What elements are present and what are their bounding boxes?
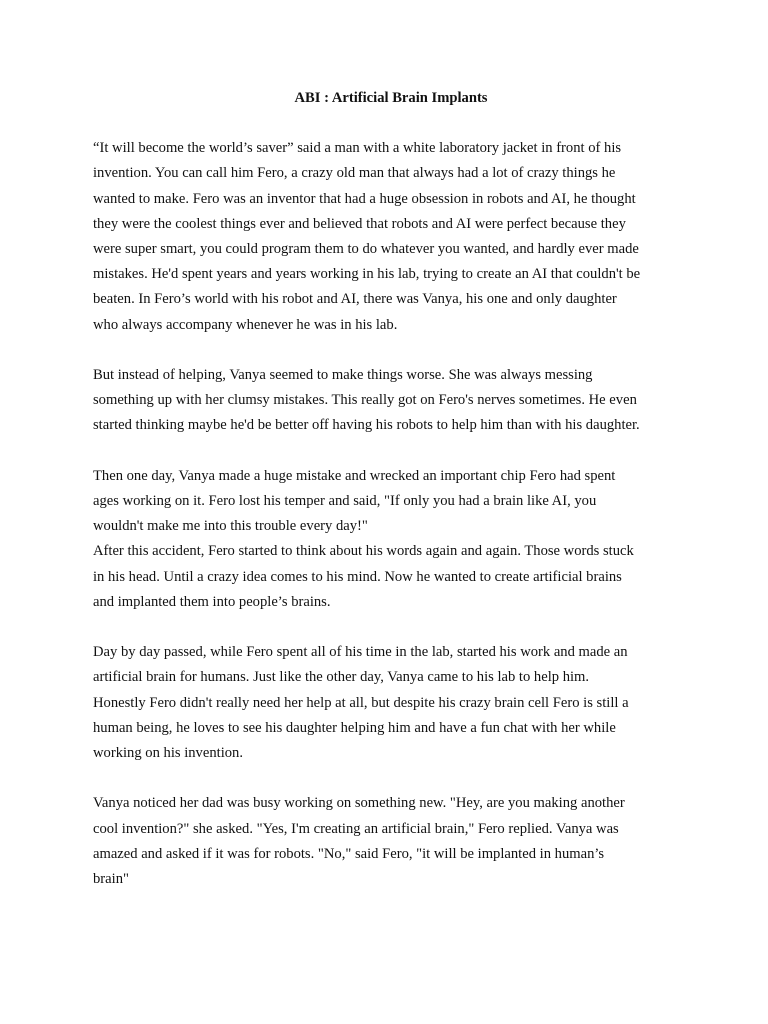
text-line: Day by day passed, while Fero spent all of his time in the lab, started his work and made an [93,644,628,661]
text-line: they were the coolest things ever and believed that robots and AI were perfect because they [93,215,626,232]
text-line: After this accident, Fero started to think about his words again and again. Those words stuck [93,543,634,560]
paragraph-3 [93,464,683,540]
text-line: in his head. Until a crazy idea comes to his mind. Now he wanted to create artificial brains [93,568,622,585]
text-line: mistakes. He'd spent years and years working in his lab, trying to create an AI that couldn't be [93,266,641,283]
text-line: invention. You can call him Fero, a crazy old man that always had a lot of crazy things he [93,165,616,182]
text-line: started thinking maybe he'd be better off having his robots to help him than with his daughter. [93,417,640,434]
paragraph-1 [93,136,683,338]
text-line: brain" [93,871,129,888]
paragraph-5 [93,640,683,766]
paragraph-4 [93,539,683,615]
text-line: beaten. In Fero’s world with his robot and AI, there was Vanya, his one and only daughter [93,291,617,308]
text-line: were super smart, you could program them to do whatever you wanted, and hardly ever made [93,241,639,258]
text-line: something up with her clumsy mistakes. This really got on Fero's nerves sometimes. He even [93,392,637,409]
paragraph-gap [93,439,683,464]
text-line: But instead of helping, Vanya seemed to make things worse. She was always messing [93,367,593,384]
text-line: cool invention?" she asked. "Yes, I'm creating an artificial brain," Fero replied. Vanya was [93,820,619,837]
paragraph-6 [93,791,683,892]
document-body [93,86,683,892]
text-line: who always accompany whenever he was in his lab. [93,316,398,333]
text-line: “It will become the world’s saver” said a man with a white laboratory jacket in front of his [93,140,622,157]
text-line: working on his invention. [93,745,243,762]
text-line: human being, he loves to see his daughter helping him and have a fun chat with her while [93,719,616,736]
text-line: Then one day, Vanya made a huge mistake and wrecked an important chip Fero had spent [93,467,616,484]
text-line: wouldn't make me into this trouble every day!" [93,518,368,535]
paragraph-gap [93,766,683,791]
paragraph-2 [93,363,683,439]
text-line: wanted to make. Fero was an inventor that had a huge obsession in robots and AI, he thought [93,190,636,207]
text-line: amazed and asked if it was for robots. "No," said Fero, "it will be implanted in human’s [93,845,605,862]
text-line: artificial brain for humans. Just like the other day, Vanya came to his lab to help him. [93,669,590,686]
paragraph-gap [93,615,683,640]
text-line: Honestly Fero didn't really need her help at all, but despite his crazy brain cell Fero is still a [93,694,629,711]
paragraph-gap [93,338,683,363]
text-line: and implanted them into people’s brains. [93,593,331,610]
text-line: Vanya noticed her dad was busy working on something new. "Hey, are you making another [93,795,625,812]
text-line: ages working on it. Fero lost his temper and said, "If only you had a brain like AI, you [93,493,597,510]
document-title: ABI : Artificial Brain Implants [294,90,488,106]
